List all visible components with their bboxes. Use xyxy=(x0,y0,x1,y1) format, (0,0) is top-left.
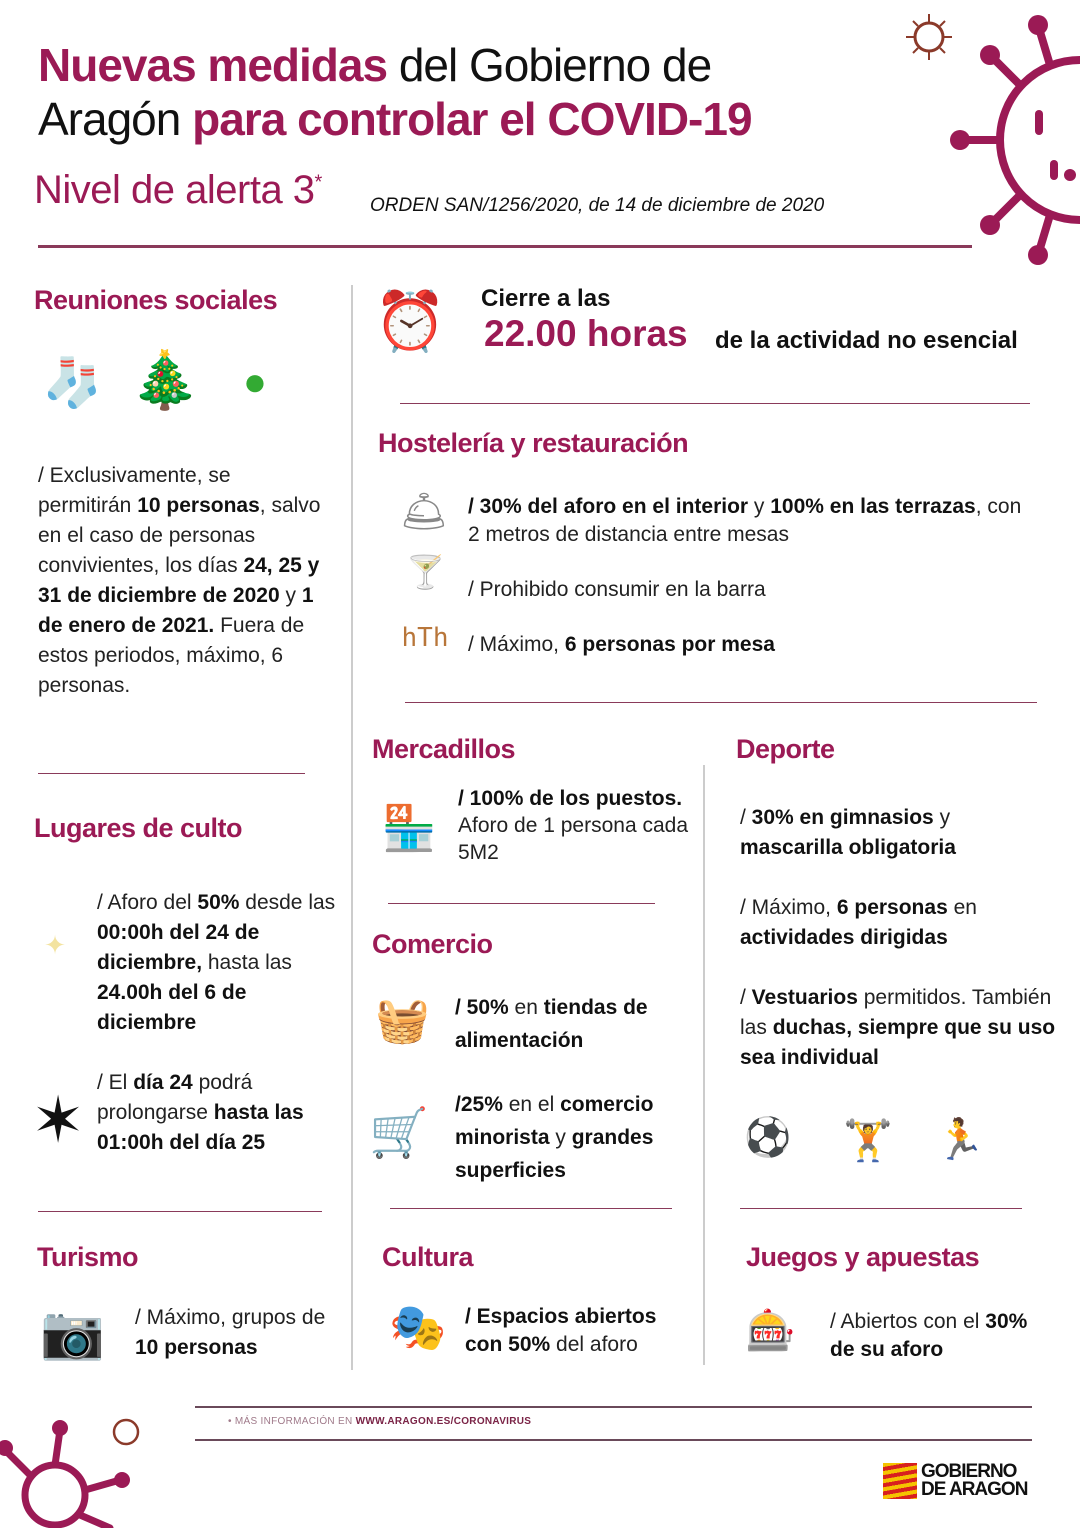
bold-text: 24, 25 y 31 de diciembre de 2020 xyxy=(38,554,320,607)
text: en el xyxy=(502,1093,561,1116)
alert-asterisk: * xyxy=(314,171,322,194)
cierre-label: Cierre a las xyxy=(481,285,611,312)
text: permitidos. También las xyxy=(740,986,1052,1039)
text: / Abiertos con el xyxy=(830,1310,986,1333)
bold-text: 30% de su aforo xyxy=(830,1310,1028,1361)
text: y xyxy=(748,495,771,518)
hosteleria-item-3 xyxy=(468,630,1038,660)
text: / Aforo del xyxy=(97,891,198,914)
section-title-reuniones: Reuniones sociales xyxy=(34,285,278,315)
logo-line-2: DE ARAGON xyxy=(921,1479,1028,1500)
section-divider xyxy=(400,403,1030,404)
logo-line-1: GOBIERNO xyxy=(921,1461,1017,1482)
text: / xyxy=(740,986,752,1009)
bold-text: comercio minorista xyxy=(455,1093,654,1149)
text: podrá prolongarse xyxy=(97,1071,253,1124)
comercio-item-2 xyxy=(455,1088,700,1187)
bold-text: duchas, siempre que su uso sea individual xyxy=(740,1016,1056,1069)
bold-text: 6 personas por mesa xyxy=(564,633,775,656)
cultura-text xyxy=(465,1303,695,1359)
section-title-comercio: Comercio xyxy=(372,929,493,959)
bold-text: / 100% de los puestos. xyxy=(458,787,683,810)
culto-item-2 xyxy=(97,1068,342,1158)
text: y xyxy=(549,1126,572,1149)
more-info-label: MÁS INFORMACIÓN EN xyxy=(234,1416,356,1427)
camera-icon: 📷 xyxy=(40,1304,105,1362)
deporte-item-3 xyxy=(740,983,1060,1073)
bold-text: /25% xyxy=(455,1093,503,1116)
text: / Máximo, xyxy=(740,896,837,919)
bold-text: Nuevas medidas xyxy=(38,39,388,91)
cierre-time: 22.00 horas xyxy=(484,313,688,354)
christmas-stocking-icon: 🧦 xyxy=(42,357,103,410)
bold-text: grandes superficies xyxy=(455,1126,654,1182)
christmas-tree-icon: 🎄 xyxy=(130,348,200,411)
text: del aforo xyxy=(550,1333,638,1356)
bold-text: / Espacios abiertos con 50% xyxy=(465,1305,657,1356)
virus-decoration-icon xyxy=(940,0,1080,270)
bold-text: para controlar el COVID-19 xyxy=(192,93,752,145)
hosteleria-item-2 xyxy=(468,575,1038,605)
section-divider xyxy=(390,1208,672,1209)
deporte-item-1 xyxy=(740,803,1050,863)
section-divider xyxy=(38,1211,322,1212)
text: / xyxy=(740,806,752,829)
title-line-2 xyxy=(38,92,752,146)
text: y xyxy=(279,584,302,607)
hosteleria-item-1 xyxy=(468,493,1038,549)
deporte-item-2 xyxy=(740,893,1050,953)
text: hasta las xyxy=(202,951,292,974)
bold-text: 50% xyxy=(197,891,240,914)
bold-text: 10 personas xyxy=(135,1336,258,1359)
text: y xyxy=(933,806,951,829)
column-divider xyxy=(703,765,705,1365)
casino-chips-icon: 🎰 xyxy=(745,1308,796,1353)
text: / Máximo, xyxy=(468,633,565,656)
footer-divider xyxy=(195,1439,1032,1441)
section-divider xyxy=(38,773,305,774)
section-title-deporte: Deporte xyxy=(736,734,835,764)
virus-decoration-icon xyxy=(0,1410,150,1528)
cierre-suffix: de la actividad no esencial xyxy=(715,327,1018,354)
bold-text: 00:00h del 24 de diciembre, xyxy=(97,921,260,974)
christmas-ornaments-icon: ● xyxy=(242,360,268,404)
order-reference: ORDEN SAN/1256/2020, de 14 de diciembre de 2020 xyxy=(370,195,825,216)
text: Aforo de 1 persona cada 5M2 xyxy=(458,814,688,864)
sparkle-icon: ✦ xyxy=(44,929,66,960)
soccer-ball-icon: ⚽ xyxy=(744,1117,792,1159)
aragon-flag-icon xyxy=(883,1463,917,1499)
theater-masks-icon: 🎭 xyxy=(389,1301,447,1353)
more-info: • MÁS INFORMACIÓN EN WWW.ARAGON.ES/CORONAVIRUS xyxy=(228,1416,532,1427)
gobierno-aragon-logo xyxy=(883,1463,1027,1499)
market-stall-icon: 🏪 xyxy=(381,803,437,853)
weightlifter-icon: 🏋 xyxy=(843,1118,893,1163)
reuniones-text xyxy=(38,461,323,701)
text: en xyxy=(508,996,544,1019)
food-basket-icon: 🧺 xyxy=(375,995,430,1045)
text: , con 2 metros de distancia entre mesas xyxy=(468,495,1022,546)
bold-text: mascarilla obligatoria xyxy=(740,836,956,859)
text: desde las xyxy=(239,891,336,914)
bold-text: hasta las 01:00h del día 25 xyxy=(97,1101,304,1154)
alert-level xyxy=(34,168,322,213)
cocktail-icon: 🍸 xyxy=(405,554,446,590)
comercio-item-1 xyxy=(455,991,695,1057)
text: , salvo en el caso de personas convivientes, los días xyxy=(38,494,321,577)
alert-level-text: Nivel de alerta 3 xyxy=(34,168,315,212)
bold-text: 30% en gimnasios xyxy=(751,806,934,829)
bold-text: / 50% xyxy=(455,996,509,1019)
section-divider xyxy=(405,702,1037,703)
text: Fuera de estos periodos, máximo, 6 personas. xyxy=(38,614,305,697)
alarm-clock-icon: ⏰ xyxy=(374,289,447,354)
section-title-culto: Lugares de culto xyxy=(34,813,243,843)
bold-text: 24.00h del 6 de diciembre xyxy=(97,981,247,1034)
bold-text: tiendas de alimentación xyxy=(455,996,648,1052)
juegos-text xyxy=(830,1308,1050,1364)
section-divider xyxy=(740,1208,1022,1209)
text: / Máximo, grupos de xyxy=(135,1306,326,1329)
section-divider xyxy=(388,903,655,904)
bold-text: actividades dirigidas xyxy=(740,926,948,949)
bold-text: 1 de enero de 2021. xyxy=(38,584,314,637)
section-title-juegos: Juegos y apuestas xyxy=(746,1242,980,1272)
bold-text: Vestuarios xyxy=(751,986,858,1009)
table-chairs-icon: hTh xyxy=(401,622,449,653)
text: / El xyxy=(97,1071,134,1094)
runner-icon: 🏃 xyxy=(935,1117,985,1162)
serving-cloche-icon: 🛎 xyxy=(399,491,449,533)
small-virus-icon xyxy=(904,12,954,62)
section-title-cultura: Cultura xyxy=(382,1242,473,1272)
bold-text: 100% en las terrazas xyxy=(770,495,976,518)
culto-item-1 xyxy=(97,888,347,1038)
text: / Exclusivamente, se permitirán xyxy=(38,464,231,517)
bold-text: 6 personas xyxy=(836,896,948,919)
text: Aragón xyxy=(38,93,193,145)
title-line-1 xyxy=(38,38,711,92)
header-divider xyxy=(38,245,972,248)
shopping-cart-icon: 🛒 xyxy=(369,1107,429,1160)
bold-text: 10 personas xyxy=(137,494,260,517)
text: del Gobierno de xyxy=(387,39,712,91)
bold-text: día 24 xyxy=(133,1071,193,1094)
text: / Prohibido consumir en la barra xyxy=(468,578,766,601)
star-icon: ✶ xyxy=(31,1083,85,1156)
section-title-hosteleria: Hostelería y restauración xyxy=(378,428,689,458)
info-link[interactable]: WWW.ARAGON.ES/CORONAVIRUS xyxy=(355,1416,532,1427)
mercadillos-text xyxy=(458,785,688,866)
turismo-text xyxy=(135,1303,335,1363)
bold-text: / 30% del aforo en el interior xyxy=(468,495,749,518)
column-divider xyxy=(351,285,353,1370)
section-title-mercadillos: Mercadillos xyxy=(372,734,516,764)
footer-divider xyxy=(195,1406,1032,1408)
text: en xyxy=(947,896,977,919)
section-title-turismo: Turismo xyxy=(37,1242,139,1272)
